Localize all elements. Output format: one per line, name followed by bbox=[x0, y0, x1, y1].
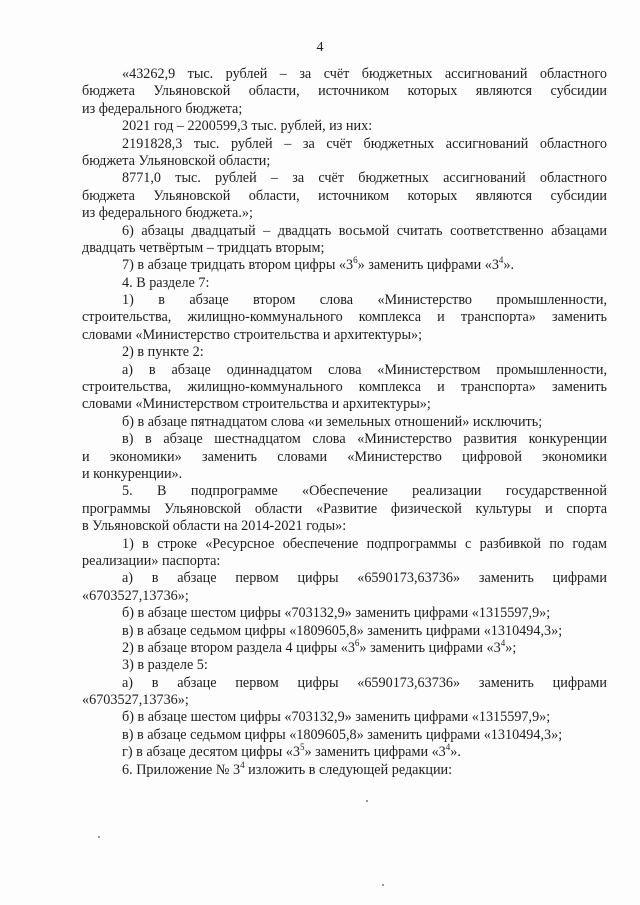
page-number: 4 bbox=[316, 40, 324, 55]
text-line bbox=[82, 275, 607, 292]
text-line bbox=[82, 727, 607, 744]
text-line bbox=[82, 170, 607, 187]
line-text: в Ульяновской области на 2014-2021 годы»: bbox=[82, 518, 347, 535]
superscript: 4 bbox=[498, 255, 504, 266]
text-line bbox=[82, 518, 607, 535]
text-line bbox=[82, 414, 607, 431]
line-text: б) в абзаце пятнадцатом слова «и земельных отношений» исключить; bbox=[122, 413, 543, 430]
text-line bbox=[82, 744, 607, 761]
line-text: 5. В подпрограмме «Обеспечение реализации государственной bbox=[122, 483, 607, 500]
line-text: из федерального бюджета; bbox=[82, 100, 243, 117]
line-text: «6703527,13736»; bbox=[82, 587, 189, 604]
superscript: 5 bbox=[299, 742, 305, 753]
line-text: » заменить цифрами «3 bbox=[304, 744, 446, 761]
line-text: словами «Министерство строительства и архитектуры»; bbox=[82, 326, 423, 343]
line-text: а) в абзаце первом цифры «6590173,63736» заменить цифрами bbox=[122, 570, 607, 587]
text-line bbox=[82, 675, 607, 692]
line-text: 1) в абзаце втором слова «Министерство промышленности, bbox=[122, 292, 607, 309]
text-line bbox=[82, 466, 607, 483]
line-text: в) в абзаце седьмом цифры «1809605,8» заменить цифрами «1310494,3»; bbox=[122, 726, 563, 743]
superscript: 4 bbox=[500, 637, 506, 648]
line-text: изложить в следующей редакции: bbox=[244, 761, 453, 778]
line-text: двадцать четвёртым – тридцать вторым; bbox=[82, 239, 325, 256]
line-text: а) в абзаце одиннадцатом слова «Министерством промышленности, bbox=[122, 361, 607, 378]
line-text: в) в абзаце шестнадцатом слова «Министерство развития конкуренции bbox=[122, 431, 607, 448]
text-line bbox=[82, 396, 607, 413]
line-text: »; bbox=[505, 639, 517, 656]
text-line bbox=[82, 309, 607, 326]
text-line bbox=[82, 657, 607, 674]
superscript: 6 bbox=[353, 255, 358, 266]
text-line bbox=[82, 692, 607, 709]
line-text: и конкуренции». bbox=[82, 465, 183, 482]
text-line bbox=[82, 223, 607, 240]
superscript: 4 bbox=[445, 742, 451, 753]
text-line bbox=[82, 118, 607, 135]
line-text: бюджета Ульяновской области, источником которых являются субсидии bbox=[82, 187, 607, 204]
text-line bbox=[82, 66, 607, 83]
text-line bbox=[82, 759, 607, 779]
line-text: г) в абзаце десятом цифры «3 bbox=[122, 744, 300, 761]
text-line bbox=[82, 570, 607, 587]
line-text: 2191828,3 тыс. рублей – за счёт бюджетных ассигнований областного bbox=[122, 135, 607, 152]
line-text: бюджета Ульяновской области; bbox=[82, 152, 271, 169]
text-line bbox=[82, 292, 607, 309]
scan-speck bbox=[382, 884, 384, 886]
text-line bbox=[82, 344, 607, 361]
text-line bbox=[82, 327, 607, 344]
line-text: 2) в пункте 2: bbox=[122, 344, 204, 361]
superscript: 4 bbox=[240, 759, 245, 770]
text-line bbox=[82, 205, 607, 222]
line-text: и экономики» заменить словами «Министерство цифровой экономики bbox=[82, 448, 607, 465]
line-text: строительства, жилищно-коммунального комплекса и транспорта» заменить bbox=[82, 379, 607, 396]
line-text: в) в абзаце седьмом цифры «1809605,8» заменить цифрами «1310494,3»; bbox=[122, 622, 563, 639]
line-text: «43262,9 тыс. рублей – за счёт бюджетных ассигнований областного bbox=[122, 66, 607, 82]
text-line bbox=[82, 362, 607, 379]
text-line bbox=[82, 588, 607, 605]
line-text: » заменить цифрами «3 bbox=[357, 257, 499, 274]
text-line bbox=[82, 379, 607, 396]
line-text: 6. Приложение № 3 bbox=[122, 761, 241, 778]
text-line bbox=[82, 553, 607, 570]
line-text: б) в абзаце шестом цифры «703132,9» заменить цифрами «1315597,9»; bbox=[122, 709, 551, 726]
text-line bbox=[82, 501, 607, 518]
line-text: строительства, жилищно-коммунального комплекса и транспорта» заменить bbox=[82, 309, 607, 326]
line-text: 4. В разделе 7: bbox=[122, 274, 210, 291]
text-line bbox=[82, 637, 607, 657]
text-line bbox=[82, 153, 607, 170]
line-text: » заменить цифрами «3 bbox=[359, 639, 501, 656]
text-line bbox=[82, 536, 607, 553]
line-text: 1) в строке «Ресурсное обеспечение подпрограммы с разбивкой по годам bbox=[122, 535, 607, 552]
document-body bbox=[82, 66, 607, 779]
line-text: «6703527,13736»; bbox=[82, 692, 189, 709]
text-line bbox=[82, 449, 607, 466]
line-text: 7) в абзаце тридцать втором цифры «3 bbox=[122, 257, 354, 274]
text-line bbox=[82, 188, 607, 205]
text-line bbox=[82, 623, 607, 640]
line-text: 2021 год – 2200599,3 тыс. рублей, из них: bbox=[122, 118, 373, 135]
line-text: бюджета Ульяновской области, источником которых являются субсидии bbox=[82, 83, 607, 100]
text-line bbox=[82, 257, 607, 274]
scan-speck bbox=[366, 800, 368, 802]
text-line bbox=[82, 483, 607, 500]
text-line bbox=[82, 431, 607, 448]
text-line bbox=[82, 709, 607, 726]
line-text: 2) в абзаце втором раздела 4 цифры «3 bbox=[122, 639, 355, 656]
text-line bbox=[82, 101, 607, 118]
line-text: 6) абзацы двадцатый – двадцать восьмой считать соответственно абзацами bbox=[122, 222, 607, 239]
line-text: реализации» паспорта: bbox=[82, 552, 221, 569]
scan-speck bbox=[98, 836, 100, 838]
line-text: программы Ульяновской области «Развитие физической культуры и спорта bbox=[82, 500, 607, 517]
text-line bbox=[82, 240, 607, 257]
line-text: ». bbox=[450, 744, 461, 761]
line-text: ». bbox=[503, 257, 515, 274]
text-line bbox=[82, 605, 607, 622]
line-text: б) в абзаце шестом цифры «703132,9» заменить цифрами «1315597,9»; bbox=[122, 605, 551, 622]
line-text: 3) в разделе 5: bbox=[122, 657, 208, 674]
text-line bbox=[82, 136, 607, 153]
superscript: 6 bbox=[354, 637, 360, 648]
line-text: а) в абзаце первом цифры «6590173,63736» заменить цифрами bbox=[122, 674, 607, 691]
line-text: 8771,0 тыс. рублей – за счёт бюджетных ассигнований областного bbox=[122, 170, 607, 187]
text-line bbox=[82, 83, 607, 100]
line-text: из федерального бюджета.»; bbox=[82, 205, 253, 222]
line-text: словами «Министерством строительства и архитектуры»; bbox=[82, 396, 431, 413]
